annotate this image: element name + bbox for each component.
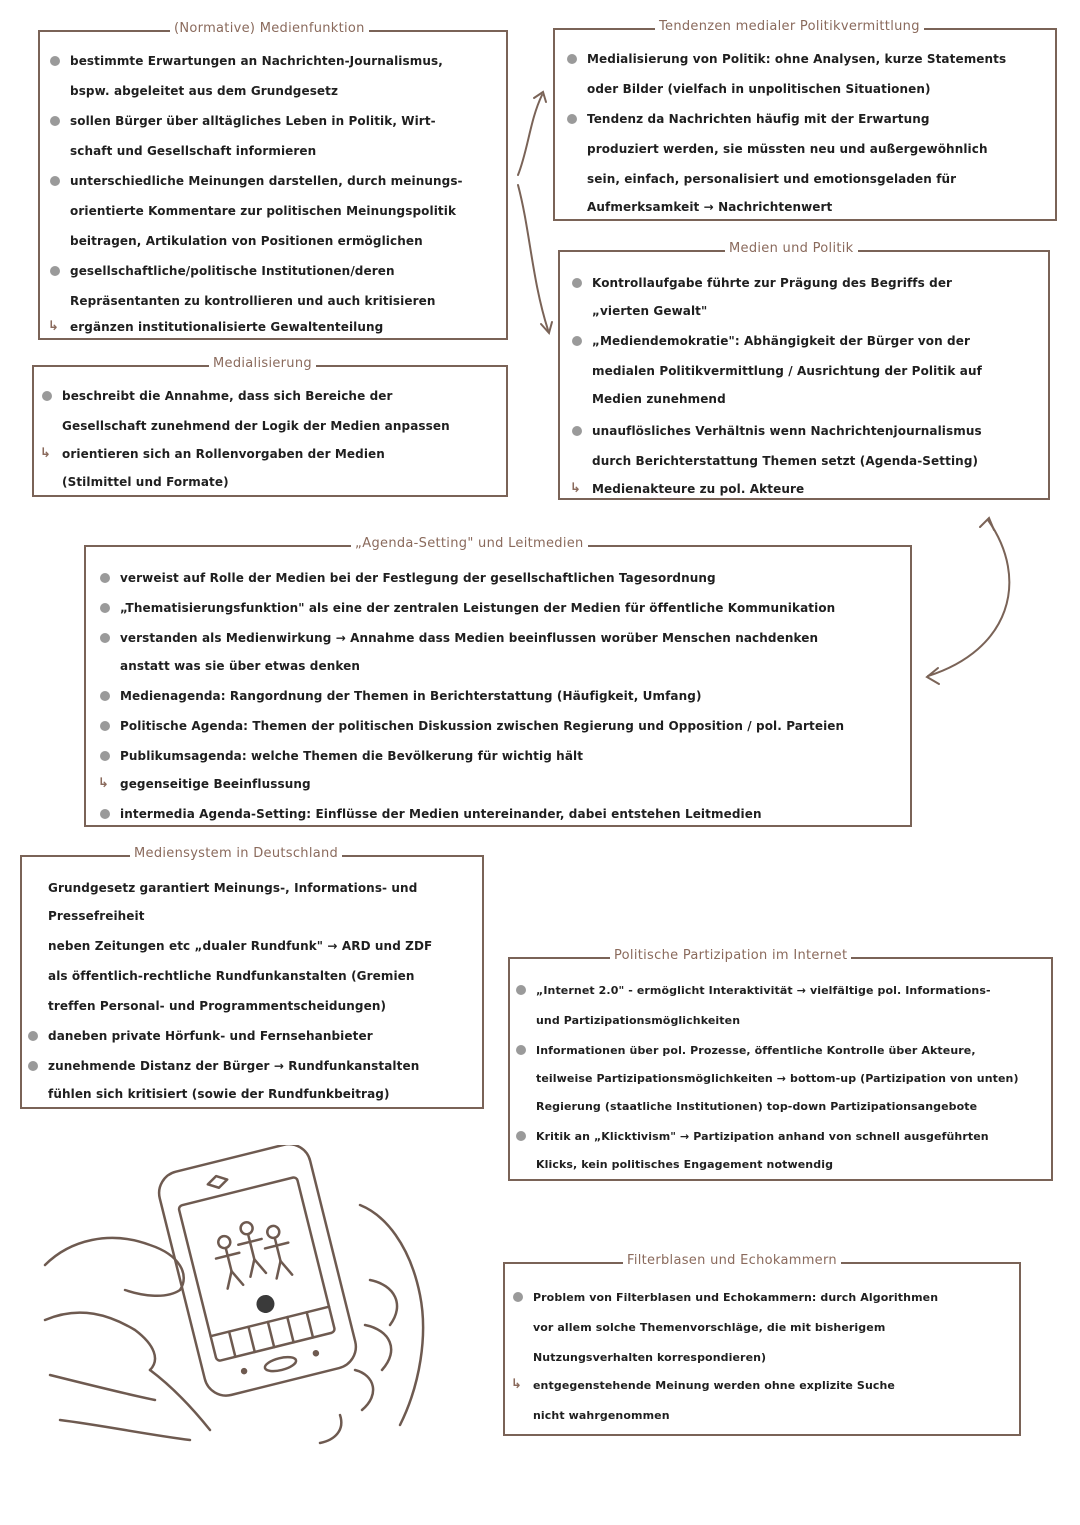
text-line: schaft und Gesellschaft informieren [70,144,317,158]
text-line: Aufmerksamkeit → Nachrichtenwert [587,200,833,214]
arrow-to-medien-politik [518,185,548,330]
text-line: fühlen sich kritisiert (sowie der Rundfunkbeitrag) [48,1087,390,1101]
text-line: ↳ entgegenstehende Meinung werden ohne explizite Suche [511,1377,895,1392]
text-line: oder Bilder (vielfach in unpolitischen Situationen) [587,82,931,96]
medialisierung-title: Medialisierung [209,356,316,371]
text-line: bestimmte Erwartungen an Nachrichten-Journalismus, [70,54,443,68]
arrow-icon: ↳ [511,1377,522,1392]
text-line: Kontrollaufgabe führte zur Prägung des Begriffs der [592,276,953,290]
text-line: teilweise Partizipationsmöglichkeiten → bottom-up (Partizipation von unten) [536,1072,1019,1085]
text-line: „vierten Gewalt" [592,304,708,318]
text-line: daneben private Hörfunk- und Fernsehanbieter [48,1029,373,1043]
text-line: beschreibt die Annahme, dass sich Bereiche der [62,389,393,403]
text-line: ↳ orientieren sich an Rollenvorgaben der Medien [40,446,385,461]
mediensystem-title: Mediensystem in Deutschland [130,846,342,861]
text-line: Pressefreiheit [48,909,145,923]
text-line: Repräsentanten zu kontrollieren und auch kritisieren [70,294,436,308]
text-line: Gesellschaft zunehmend der Logik der Medien anpassen [62,419,450,433]
phone-icon [154,1145,360,1400]
text-line: orientierte Kommentare zur politischen Meinungspolitik [70,204,457,218]
text-line: vor allem solche Themenvorschläge, die mit bisherigem [533,1321,886,1334]
medien-politik-title: Medien und Politik [725,241,858,256]
text-line: ↳ ergänzen institutionalisierte Gewaltenteilung [48,319,384,334]
text-line: verstanden als Medienwirkung → Annahme dass Medien beeinflussen worüber Menschen nachdenken [120,631,819,645]
text-line: ↳ gegenseitige Beeinflussung [98,776,311,791]
text-line: intermedia Agenda-Setting: Einflüsse der Medien untereinander, dabei entstehen Leitmedien [120,807,762,821]
text-line: verweist auf Rolle der Medien bei der Festlegung der gesellschaftlichen Tagesordnung [120,571,716,585]
arrow-icon: ↳ [48,319,59,334]
text-line: „Mediendemokratie": Abhängigkeit der Bürger von der [592,334,971,348]
text-line: Kritik an „Klicktivism" → Partizipation anhand von schnell ausgeführten [536,1130,989,1143]
text-line: „Thematisierungsfunktion" als eine der zentralen Leistungen der Medien für öffentliche Kommunikation [120,601,836,615]
text-line: produziert werden, sie müssten neu und außergewöhnlich [587,142,988,156]
text-line: unterschiedliche Meinungen darstellen, durch meinungs- [70,174,463,188]
text-line: Regierung (staatliche Institutionen) top-down Partizipationsangebote [536,1100,978,1113]
tendenzen-title: Tendenzen medialer Politikvermittlung [655,19,924,34]
arrow-icon: ↳ [40,446,51,461]
arrow-agenda-loop [928,520,1009,676]
arrow-icon: ↳ [98,776,109,791]
text-line: als öffentlich-rechtliche Rundfunkanstalten (Gremien [48,969,415,983]
text-line: treffen Personal- und Programmentscheidungen) [48,999,387,1013]
text-line: Klicks, kein politisches Engagement notwendig [536,1158,834,1171]
filterblasen-title: Filterblasen und Echokammern [623,1253,841,1268]
text-line: beitragen, Artikulation von Positionen ermöglichen [70,234,423,248]
text-line: Informationen über pol. Prozesse, öffentliche Kontrolle über Akteure, [536,1044,976,1057]
text-line: Tendenz da Nachrichten häufig mit der Erwartung [587,112,930,126]
text-line: Medialisierung von Politik: ohne Analysen, kurze Statements [587,52,1007,66]
text-line: und Partizipationsmöglichkeiten [536,1014,741,1027]
text-line: medialen Politikvermittlung / Ausrichtung der Politik auf [592,364,982,378]
text-line: bspw. abgeleitet aus dem Grundgesetz [70,84,339,98]
text-line: gesellschaftliche/politische Institutionen/deren [70,264,395,278]
text-line: ↳ Medienakteure zu pol. Akteure [570,481,805,496]
text-line: durch Berichterstattung Themen setzt (Agenda-Setting) [592,454,979,468]
text-line: sollen Bürger über alltägliches Leben in Politik, Wirt- [70,114,436,128]
text-line: sein, einfach, personalisiert und emotionsgeladen für [587,172,957,186]
text-line: neben Zeitungen etc „dualer Rundfunk" → ARD und ZDF [48,939,433,953]
text-line: (Stilmittel und Formate) [62,475,229,489]
normative-title: (Normative) Medienfunktion [170,21,369,36]
text-line: Medien zunehmend [592,392,726,406]
arrow-icon: ↳ [570,481,581,496]
text-line: Grundgesetz garantiert Meinungs-, Informations- und [48,881,418,895]
text-line: anstatt was sie über etwas denken [120,659,361,673]
agenda-title: „Agenda-Setting" und Leitmedien [351,536,588,551]
text-line: Politische Agenda: Themen der politischen Diskussion zwischen Regierung und Opposition / pol. Parteien [120,719,845,733]
phone-hands-illustration [40,1145,440,1445]
text-line: unauflösliches Verhältnis wenn Nachrichtenjournalismus [592,424,982,438]
arrow-to-tendenzen [518,95,542,175]
text-line: „Internet 2.0" - ermöglicht Interaktivität → vielfältige pol. Informations- [536,984,991,997]
text-line: Problem von Filterblasen und Echokammern: durch Algorithmen [533,1291,939,1304]
text-line: nicht wahrgenommen [533,1409,670,1422]
partizipation-title: Politische Partizipation im Internet [610,948,851,963]
text-line: Medienagenda: Rangordnung der Themen in Berichterstattung (Häufigkeit, Umfang) [120,689,702,703]
text-line: zunehmende Distanz der Bürger → Rundfunkanstalten [48,1059,420,1073]
text-line: Publikumsagenda: welche Themen die Bevölkerung für wichtig hält [120,749,584,763]
text-line: Nutzungsverhalten korrespondieren) [533,1351,767,1364]
